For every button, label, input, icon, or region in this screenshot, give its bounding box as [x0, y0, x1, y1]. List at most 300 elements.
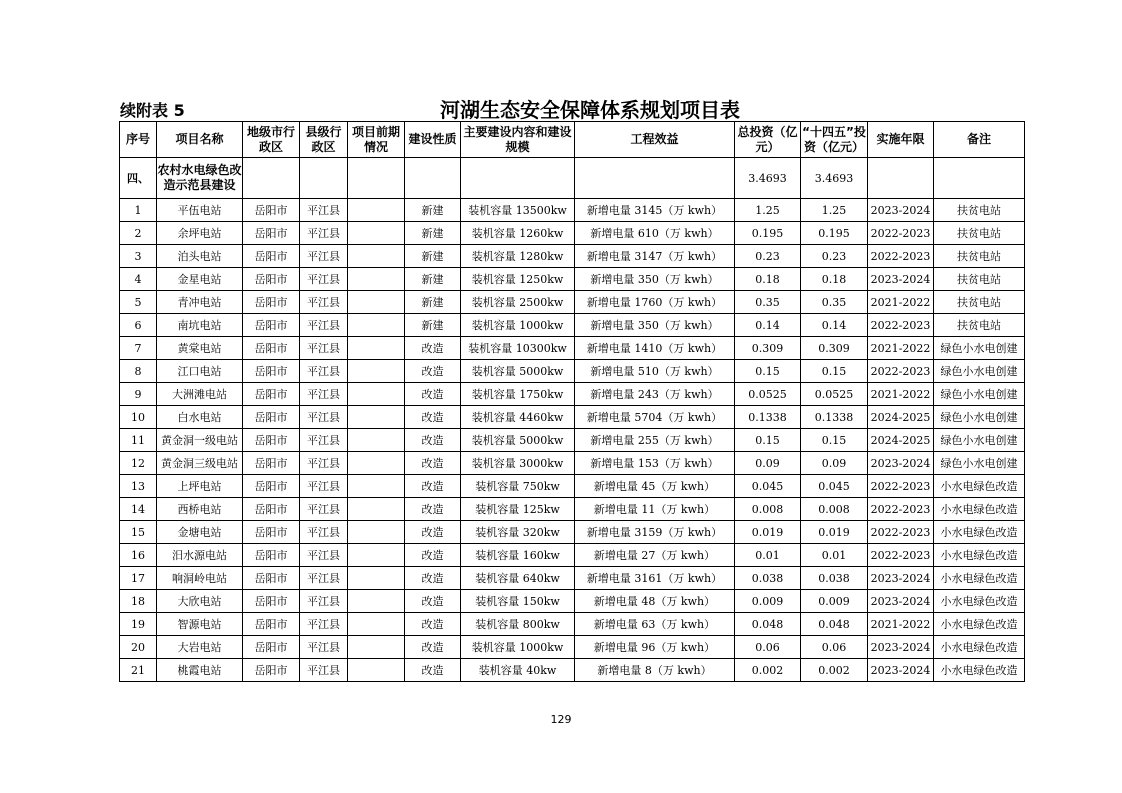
table-cell: 岳阳市: [243, 498, 300, 521]
table-cell: 平江县: [300, 636, 348, 659]
table-cell: 0.23: [735, 245, 801, 268]
table-cell: 新增电量 8（万 kwh）: [575, 659, 735, 682]
table-row: [120, 567, 1025, 590]
table-cell: 新增电量 96（万 kwh）: [575, 636, 735, 659]
table-cell: 0.038: [735, 567, 801, 590]
table-cell: [348, 222, 405, 245]
header-cell: 地级市行政区: [243, 122, 300, 158]
table-cell: [348, 314, 405, 337]
table-cell: 0.038: [801, 567, 868, 590]
table-cell: 小水电绿色改造: [934, 521, 1025, 544]
table-cell: 小水电绿色改造: [934, 613, 1025, 636]
table-cell: 0.008: [735, 498, 801, 521]
table-cell: 改造: [405, 590, 461, 613]
table-cell: 新增电量 45（万 kwh）: [575, 475, 735, 498]
table-cell: 岳阳市: [243, 544, 300, 567]
table-cell: 9: [120, 383, 157, 406]
table-cell: 扶贫电站: [934, 314, 1025, 337]
table-cell: 扶贫电站: [934, 199, 1025, 222]
table-cell: 新增电量 27（万 kwh）: [575, 544, 735, 567]
table-cell: 金塘电站: [157, 521, 243, 544]
group-total-investment: 3.4693: [735, 158, 801, 199]
table-cell: 大岩电站: [157, 636, 243, 659]
table-cell: 平江县: [300, 199, 348, 222]
table-cell: [348, 337, 405, 360]
table-cell: 8: [120, 360, 157, 383]
table-cell: 西桥电站: [157, 498, 243, 521]
table-cell: 0.002: [735, 659, 801, 682]
header-cell: 项目名称: [157, 122, 243, 158]
table-cell: 0.09: [801, 452, 868, 475]
table-row: [120, 337, 1025, 360]
table-row: [120, 659, 1025, 682]
table-cell: 绿色小水电创建: [934, 429, 1025, 452]
table-cell: [300, 158, 348, 199]
table-cell: 装机容量 40kw: [461, 659, 575, 682]
table-cell: 白水电站: [157, 406, 243, 429]
table-cell: 15: [120, 521, 157, 544]
table-cell: [348, 406, 405, 429]
table-row: [120, 291, 1025, 314]
table-cell: 平江县: [300, 245, 348, 268]
table-cell: 2021-2022: [868, 613, 934, 636]
table-cell: [348, 567, 405, 590]
table-row: [120, 498, 1025, 521]
table-cell: 平江县: [300, 360, 348, 383]
table-cell: 11: [120, 429, 157, 452]
table-cell: 0.15: [735, 360, 801, 383]
header-cell: 总投资（亿元）: [735, 122, 801, 158]
table-cell: 平江县: [300, 498, 348, 521]
table-cell: 改造: [405, 406, 461, 429]
table-cell: 岳阳市: [243, 360, 300, 383]
table-row: [120, 314, 1025, 337]
table-cell: 新增电量 63（万 kwh）: [575, 613, 735, 636]
table-cell: 平江县: [300, 659, 348, 682]
table-cell: [348, 360, 405, 383]
table-cell: 平江县: [300, 590, 348, 613]
table-row: [120, 475, 1025, 498]
table-cell: [348, 452, 405, 475]
table-cell: [243, 158, 300, 199]
page-number: 129: [550, 713, 572, 726]
header-cell: 县级行政区: [300, 122, 348, 158]
table-cell: 0.15: [801, 429, 868, 452]
table-cell: 小水电绿色改造: [934, 590, 1025, 613]
table-cell: 小水电绿色改造: [934, 659, 1025, 682]
table-cell: 12: [120, 452, 157, 475]
table-cell: 21: [120, 659, 157, 682]
table-cell: 5: [120, 291, 157, 314]
table-cell: 2021-2022: [868, 291, 934, 314]
table-cell: 改造: [405, 452, 461, 475]
table-cell: 改造: [405, 544, 461, 567]
table-cell: [348, 475, 405, 498]
table-cell: 0.008: [801, 498, 868, 521]
table-cell: 0.09: [735, 452, 801, 475]
table-cell: 改造: [405, 498, 461, 521]
table-cell: 0.045: [735, 475, 801, 498]
table-cell: 0.009: [735, 590, 801, 613]
table-cell: 改造: [405, 429, 461, 452]
table-cell: 扶贫电站: [934, 291, 1025, 314]
table-cell: 装机容量 10300kw: [461, 337, 575, 360]
table-cell: 平江县: [300, 475, 348, 498]
table-cell: 平江县: [300, 452, 348, 475]
table-cell: 18: [120, 590, 157, 613]
table-cell: 6: [120, 314, 157, 337]
table-cell: 新建: [405, 222, 461, 245]
table-cell: [348, 158, 405, 199]
table-cell: 绿色小水电创建: [934, 337, 1025, 360]
header-cell: 建设性质: [405, 122, 461, 158]
annex-label: 续附表 5: [120, 101, 185, 120]
table-cell: 0.18: [735, 268, 801, 291]
table-cell: [868, 158, 934, 199]
table-cell: 2022-2023: [868, 498, 934, 521]
table-cell: 南坑电站: [157, 314, 243, 337]
table-cell: 新增电量 11（万 kwh）: [575, 498, 735, 521]
table-cell: 黄金洞三级电站: [157, 452, 243, 475]
table-cell: 平江县: [300, 613, 348, 636]
table-cell: 装机容量 1260kw: [461, 222, 575, 245]
table-cell: 岳阳市: [243, 590, 300, 613]
table-row: [120, 452, 1025, 475]
table-cell: [575, 158, 735, 199]
table-cell: 0.18: [801, 268, 868, 291]
table-cell: 改造: [405, 567, 461, 590]
table-cell: 平江县: [300, 429, 348, 452]
table-cell: 小水电绿色改造: [934, 475, 1025, 498]
group-index: 四、: [120, 158, 157, 199]
table-cell: [348, 291, 405, 314]
table-cell: 平江县: [300, 544, 348, 567]
table-cell: 0.0525: [735, 383, 801, 406]
header-cell: 主要建设内容和建设规模: [461, 122, 575, 158]
table-cell: 10: [120, 406, 157, 429]
table-cell: [348, 383, 405, 406]
table-cell: 1: [120, 199, 157, 222]
table-cell: 岳阳市: [243, 429, 300, 452]
table-cell: 装机容量 150kw: [461, 590, 575, 613]
table-cell: 绿色小水电创建: [934, 452, 1025, 475]
table-cell: 装机容量 800kw: [461, 613, 575, 636]
table-row: [120, 544, 1025, 567]
table-cell: 江口电站: [157, 360, 243, 383]
table-cell: 装机容量 1000kw: [461, 636, 575, 659]
table-cell: 2022-2023: [868, 475, 934, 498]
table-row: [120, 383, 1025, 406]
table-row: [120, 360, 1025, 383]
table-cell: [348, 590, 405, 613]
table-cell: 装机容量 5000kw: [461, 360, 575, 383]
table-cell: 2024-2025: [868, 429, 934, 452]
table-cell: [348, 199, 405, 222]
table-cell: 余坪电站: [157, 222, 243, 245]
table-cell: 新增电量 610（万 kwh）: [575, 222, 735, 245]
table-cell: 2022-2023: [868, 544, 934, 567]
table-cell: 装机容量 4460kw: [461, 406, 575, 429]
group-fyp-investment: 3.4693: [801, 158, 868, 199]
table-cell: 2024-2025: [868, 406, 934, 429]
table-cell: 泊头电站: [157, 245, 243, 268]
header-cell: 备注: [934, 122, 1025, 158]
table-cell: 新增电量 350（万 kwh）: [575, 268, 735, 291]
table-row: [120, 521, 1025, 544]
table-cell: 青冲电站: [157, 291, 243, 314]
table-cell: 平江县: [300, 222, 348, 245]
table-row: [120, 636, 1025, 659]
table-cell: 绿色小水电创建: [934, 360, 1025, 383]
table-cell: 智源电站: [157, 613, 243, 636]
table-row: [120, 268, 1025, 291]
table-cell: 新增电量 1760（万 kwh）: [575, 291, 735, 314]
table-row: [120, 245, 1025, 268]
table-cell: 岳阳市: [243, 452, 300, 475]
table-cell: 小水电绿色改造: [934, 636, 1025, 659]
table-cell: 岳阳市: [243, 291, 300, 314]
table-cell: 平江县: [300, 383, 348, 406]
table-row: [120, 406, 1025, 429]
table-cell: [405, 158, 461, 199]
table-cell: 13: [120, 475, 157, 498]
table-cell: 平江县: [300, 337, 348, 360]
table-cell: 19: [120, 613, 157, 636]
table-cell: 大欣电站: [157, 590, 243, 613]
table-cell: 0.06: [801, 636, 868, 659]
table-cell: 0.14: [801, 314, 868, 337]
table-cell: 新增电量 255（万 kwh）: [575, 429, 735, 452]
table-cell: 2023-2024: [868, 452, 934, 475]
table-cell: 1.25: [735, 199, 801, 222]
table-cell: 新建: [405, 268, 461, 291]
table-cell: 扶贫电站: [934, 222, 1025, 245]
table-cell: 0.01: [801, 544, 868, 567]
table-cell: 新建: [405, 199, 461, 222]
table-cell: 平江县: [300, 268, 348, 291]
table-cell: 大洲滩电站: [157, 383, 243, 406]
table-cell: 0.15: [735, 429, 801, 452]
table-cell: 汨水源电站: [157, 544, 243, 567]
table-cell: 2023-2024: [868, 636, 934, 659]
table-cell: 扶贫电站: [934, 268, 1025, 291]
table-cell: 小水电绿色改造: [934, 567, 1025, 590]
table-cell: 0.06: [735, 636, 801, 659]
table-cell: 新增电量 153（万 kwh）: [575, 452, 735, 475]
table-cell: 改造: [405, 521, 461, 544]
table-cell: 新增电量 3145（万 kwh）: [575, 199, 735, 222]
table-cell: 装机容量 3000kw: [461, 452, 575, 475]
header-cell: 项目前期情况: [348, 122, 405, 158]
table-cell: 岳阳市: [243, 475, 300, 498]
table-cell: 岳阳市: [243, 314, 300, 337]
table-cell: [348, 636, 405, 659]
table-cell: 0.01: [735, 544, 801, 567]
table-cell: 0.195: [801, 222, 868, 245]
table-cell: 2022-2023: [868, 360, 934, 383]
table-cell: 黄棠电站: [157, 337, 243, 360]
table-cell: 岳阳市: [243, 567, 300, 590]
table-cell: 岳阳市: [243, 383, 300, 406]
table-cell: 0.002: [801, 659, 868, 682]
table-cell: 岳阳市: [243, 521, 300, 544]
table-cell: 0.14: [735, 314, 801, 337]
table-cell: 2021-2022: [868, 383, 934, 406]
group-row: [120, 158, 1025, 199]
table-cell: 0.15: [801, 360, 868, 383]
table-cell: 岳阳市: [243, 337, 300, 360]
table-cell: 岳阳市: [243, 636, 300, 659]
table-row: [120, 429, 1025, 452]
table-cell: 装机容量 1280kw: [461, 245, 575, 268]
table-cell: 0.009: [801, 590, 868, 613]
table-cell: 绿色小水电创建: [934, 406, 1025, 429]
table-cell: 7: [120, 337, 157, 360]
table-cell: 改造: [405, 475, 461, 498]
table-cell: 新建: [405, 291, 461, 314]
table-cell: 改造: [405, 659, 461, 682]
table-cell: [348, 245, 405, 268]
table-cell: 小水电绿色改造: [934, 498, 1025, 521]
header-cell: 工程效益: [575, 122, 735, 158]
table-cell: 20: [120, 636, 157, 659]
table-cell: 新增电量 3147（万 kwh）: [575, 245, 735, 268]
table-cell: 新增电量 350（万 kwh）: [575, 314, 735, 337]
project-table: [119, 121, 1025, 682]
table-cell: 岳阳市: [243, 268, 300, 291]
table-cell: 响洞岭电站: [157, 567, 243, 590]
table-cell: 改造: [405, 613, 461, 636]
table-cell: 装机容量 2500kw: [461, 291, 575, 314]
table-cell: 新增电量 5704（万 kwh）: [575, 406, 735, 429]
table-cell: 黄金洞一级电站: [157, 429, 243, 452]
table-row: [120, 613, 1025, 636]
table-row: [120, 590, 1025, 613]
header-cell: 序号: [120, 122, 157, 158]
table-cell: 改造: [405, 360, 461, 383]
table-cell: 4: [120, 268, 157, 291]
table-cell: 0.309: [735, 337, 801, 360]
table-cell: 新增电量 510（万 kwh）: [575, 360, 735, 383]
table-cell: 装机容量 750kw: [461, 475, 575, 498]
table-cell: 改造: [405, 636, 461, 659]
table-cell: 0.019: [735, 521, 801, 544]
table-cell: 2023-2024: [868, 199, 934, 222]
table-cell: 16: [120, 544, 157, 567]
table-cell: 新建: [405, 314, 461, 337]
table-cell: 2022-2023: [868, 314, 934, 337]
table-cell: [348, 659, 405, 682]
table-cell: [348, 268, 405, 291]
table-cell: 改造: [405, 337, 461, 360]
table-cell: 平江县: [300, 314, 348, 337]
table-cell: 0.045: [801, 475, 868, 498]
table-cell: 岳阳市: [243, 406, 300, 429]
table-cell: 装机容量 1000kw: [461, 314, 575, 337]
table-cell: 上坪电站: [157, 475, 243, 498]
table-cell: 2023-2024: [868, 590, 934, 613]
table-row: [120, 222, 1025, 245]
table-cell: [348, 544, 405, 567]
table-cell: 新建: [405, 245, 461, 268]
table-header-row: [120, 122, 1025, 158]
table-cell: 装机容量 5000kw: [461, 429, 575, 452]
table-cell: [461, 158, 575, 199]
table-cell: 0.048: [801, 613, 868, 636]
table-cell: 0.309: [801, 337, 868, 360]
table-cell: 2: [120, 222, 157, 245]
table-cell: 平江县: [300, 567, 348, 590]
table-cell: 17: [120, 567, 157, 590]
table-cell: [348, 498, 405, 521]
table-cell: 平江县: [300, 291, 348, 314]
table-cell: 0.1338: [735, 406, 801, 429]
table-cell: 0.019: [801, 521, 868, 544]
table-cell: 0.35: [801, 291, 868, 314]
table-cell: 2023-2024: [868, 567, 934, 590]
table-cell: 1.25: [801, 199, 868, 222]
table-cell: 装机容量 125kw: [461, 498, 575, 521]
table-cell: 新增电量 243（万 kwh）: [575, 383, 735, 406]
table-cell: 金星电站: [157, 268, 243, 291]
table-cell: 桃霞电站: [157, 659, 243, 682]
table-cell: 14: [120, 498, 157, 521]
table-cell: 2022-2023: [868, 245, 934, 268]
table-cell: 2022-2023: [868, 521, 934, 544]
header-cell: “十四五”投资（亿元）: [801, 122, 868, 158]
table-cell: [348, 613, 405, 636]
table-cell: 0.048: [735, 613, 801, 636]
header-cell: 实施年限: [868, 122, 934, 158]
table-cell: [934, 158, 1025, 199]
table-cell: 新增电量 3161（万 kwh）: [575, 567, 735, 590]
table-cell: 新增电量 48（万 kwh）: [575, 590, 735, 613]
table-cell: 平江县: [300, 521, 348, 544]
table-row: [120, 199, 1025, 222]
table-cell: 0.35: [735, 291, 801, 314]
table-cell: 0.1338: [801, 406, 868, 429]
table-cell: 装机容量 13500kw: [461, 199, 575, 222]
table-cell: 3: [120, 245, 157, 268]
table-cell: 装机容量 640kw: [461, 567, 575, 590]
table-cell: 改造: [405, 383, 461, 406]
table-cell: 装机容量 160kw: [461, 544, 575, 567]
table-cell: 2023-2024: [868, 268, 934, 291]
table-cell: 岳阳市: [243, 245, 300, 268]
table-cell: 岳阳市: [243, 613, 300, 636]
table-cell: 2023-2024: [868, 659, 934, 682]
table-cell: 0.0525: [801, 383, 868, 406]
table-cell: 小水电绿色改造: [934, 544, 1025, 567]
table-cell: 装机容量 320kw: [461, 521, 575, 544]
table-cell: 2021-2022: [868, 337, 934, 360]
table-cell: 扶贫电站: [934, 245, 1025, 268]
table-cell: 新增电量 1410（万 kwh）: [575, 337, 735, 360]
group-title: 农村水电绿色改造示范县建设: [157, 158, 243, 199]
table-cell: 新增电量 3159（万 kwh）: [575, 521, 735, 544]
table-cell: [348, 429, 405, 452]
page-title: 河湖生态安全保障体系规划项目表: [440, 98, 740, 122]
table-cell: 2022-2023: [868, 222, 934, 245]
table-cell: 装机容量 1250kw: [461, 268, 575, 291]
table-cell: 绿色小水电创建: [934, 383, 1025, 406]
table-cell: 平伍电站: [157, 199, 243, 222]
table-cell: 岳阳市: [243, 222, 300, 245]
table-cell: 岳阳市: [243, 199, 300, 222]
table-cell: [348, 521, 405, 544]
table-cell: 0.195: [735, 222, 801, 245]
table-cell: 岳阳市: [243, 659, 300, 682]
